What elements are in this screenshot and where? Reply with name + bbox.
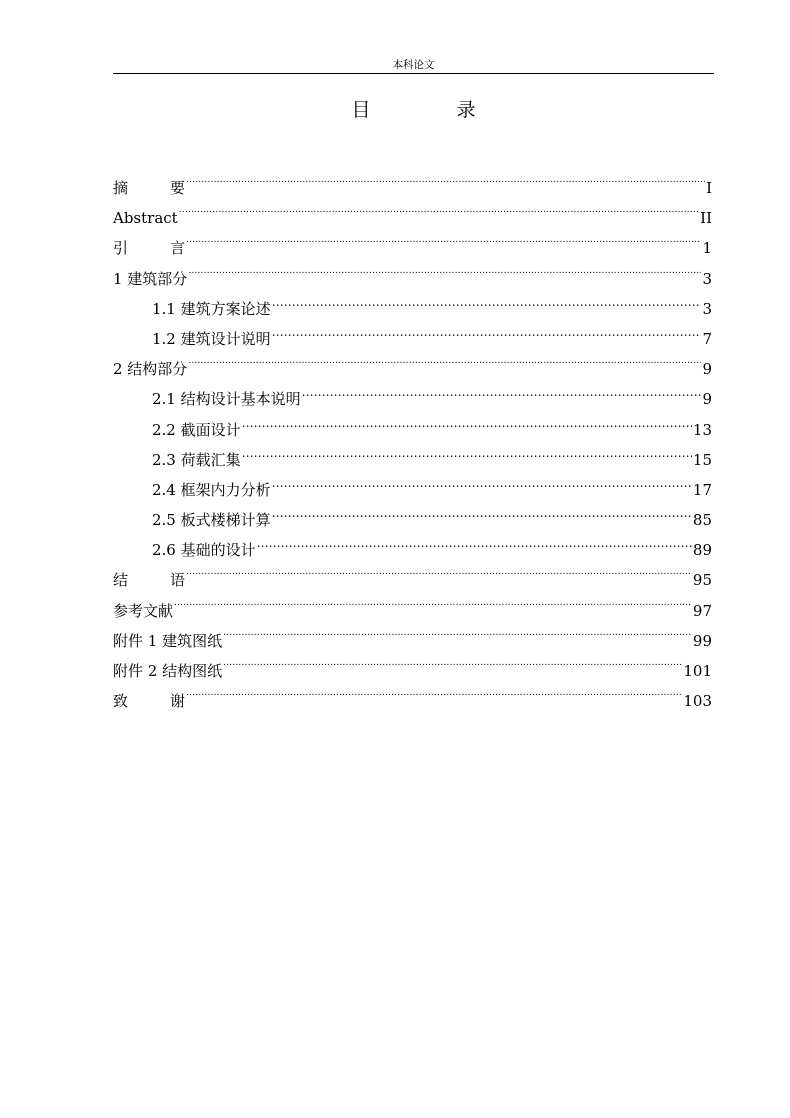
toc-entry-page: 99: [692, 631, 712, 650]
dot-leader: [186, 163, 705, 193]
toc-entry-label: 2.3 荷载汇集: [152, 450, 241, 469]
toc-entry-label: [113, 173, 185, 203]
toc-entry-page: 3: [702, 269, 712, 288]
dot-leader: [242, 435, 692, 465]
toc-entry-chapter-2[interactable]: [113, 344, 712, 379]
toc-entry-page: 85: [692, 511, 712, 530]
toc-entry-page: 95: [692, 571, 712, 590]
dot-leader: [186, 223, 701, 253]
toc-entry-page: I: [706, 179, 712, 197]
toc-entry-section-1-1[interactable]: [113, 284, 712, 318]
toc-entry-conclusion[interactable]: [113, 555, 712, 590]
toc-entry-label: 2.2 截面设计: [152, 420, 241, 439]
dot-leader: [179, 193, 699, 223]
toc-entry-label: 附件 1 建筑图纸: [113, 631, 223, 650]
dot-leader: [272, 284, 702, 314]
dot-leader: [186, 676, 682, 706]
toc-entry-page: 3: [702, 299, 712, 318]
dot-leader: [272, 465, 692, 495]
toc-entry-label-part: 引: [113, 239, 129, 258]
header-rule: [113, 73, 714, 74]
toc-entry-label: [113, 686, 185, 716]
toc-entry-acknowledgements[interactable]: [113, 676, 712, 711]
toc-entry-page: 15: [692, 450, 712, 469]
dot-leader: [272, 314, 702, 344]
toc-entry-label: 1.2 建筑设计说明: [152, 329, 271, 348]
toc-entry-label-part: 致: [113, 692, 129, 711]
toc-entry-label: 1 建筑部分: [113, 269, 188, 288]
toc-entry-label-part: 语: [170, 571, 186, 590]
toc-entry-page: 9: [702, 390, 712, 409]
toc-entry-page: II: [700, 209, 712, 228]
toc-entry-abstract-en[interactable]: [113, 193, 712, 228]
toc-entry-label: 2.6 基础的设计: [152, 541, 256, 560]
dot-leader: [223, 646, 682, 676]
toc-entry-label: 附件 2 结构图纸: [113, 662, 223, 680]
toc-entry-label: 2.4 框架内力分析: [152, 480, 271, 499]
toc-entry-label: 2.1 结构设计基本说明: [152, 390, 301, 409]
toc-entry-page: 7: [702, 329, 712, 348]
running-header: 本科论文: [392, 59, 435, 71]
toc-entry-label-part: 要: [170, 179, 186, 197]
toc-entry-abstract-cn[interactable]: [113, 163, 712, 197]
toc-entry-section-2-1[interactable]: [113, 374, 712, 409]
toc-entry-label: 2 结构部分: [113, 360, 188, 379]
toc-entry-chapter-1[interactable]: [113, 254, 712, 288]
toc-entry-page: 103: [683, 692, 712, 711]
toc-entry-introduction[interactable]: [113, 223, 712, 258]
toc-entry-label: Abstract: [113, 209, 178, 228]
toc-entry-label: 2.5 板式楼梯计算: [152, 511, 271, 530]
dot-leader: [186, 555, 692, 585]
dot-leader: [188, 254, 701, 284]
toc-entry-appendix-1[interactable]: [113, 616, 712, 650]
toc-entry-page: 101: [683, 662, 712, 680]
dot-leader: [223, 616, 692, 646]
toc-entry-page: 17: [692, 480, 712, 499]
toc-entry-label-part: 结: [113, 571, 129, 590]
dot-leader: [242, 405, 692, 435]
toc-entry-label: [113, 233, 185, 263]
toc-entry-page: 9: [702, 360, 712, 379]
dot-leader: [188, 344, 701, 374]
dot-leader: [272, 495, 692, 525]
toc-entry-label-part: 摘: [113, 179, 129, 197]
toc-entry-label: 参考文献: [113, 601, 174, 620]
dot-leader: [257, 525, 692, 555]
table-of-contents: [113, 163, 712, 711]
toc-entry-references[interactable]: [113, 586, 712, 620]
toc-entry-label: 1.1 建筑方案论述: [152, 299, 271, 318]
toc-entry-page: 89: [692, 541, 712, 560]
toc-entry-page: 1: [702, 239, 712, 258]
toc-title: 目 录: [351, 99, 516, 121]
toc-entry-page: 97: [692, 601, 712, 620]
toc-entry-label-part: 谢: [170, 692, 186, 711]
dot-leader: [302, 374, 702, 404]
toc-entry-label-part: 言: [170, 239, 186, 258]
toc-entry-page: 13: [692, 420, 712, 439]
dot-leader: [174, 586, 692, 616]
